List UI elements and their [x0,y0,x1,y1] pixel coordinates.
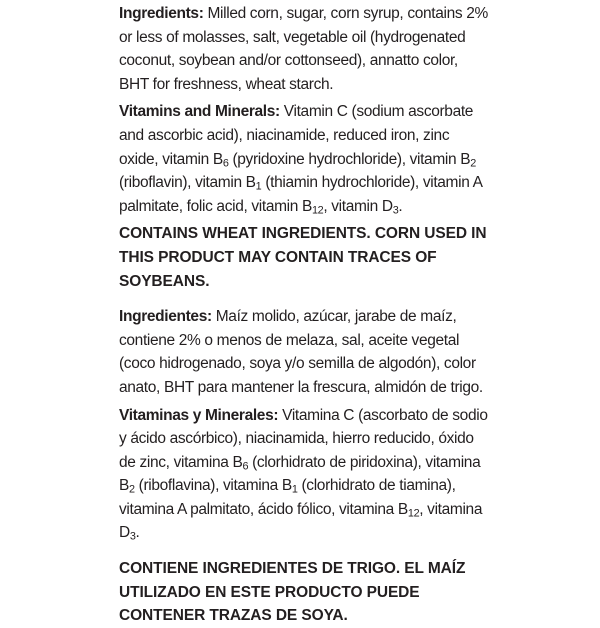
vitamins-text-es: (riboflavina), vitamina B [134,477,292,495]
vitamins-heading-en: Vitamins and Minerals: [119,103,280,121]
ingredients-heading-es: Ingredientes: [119,308,212,326]
subscript-b12-en: 12 [311,204,324,217]
ingredients-text-es: Maíz molido, azúcar, jarabe de maíz, contiene 2% o menos de melaza, sal, aceite vegetal (coco hidrogenado, soya y/o semilla de algodón), color anato, BHT para mantener la frescura, almidón de trigo. [119,308,483,396]
vitamins-text-en: (pyridoxine hydrochloride), vitamin B [228,150,471,168]
subscript-b6-es: 6 [242,460,249,473]
allergen-warning-en: CONTAINS WHEAT INGREDIENTS. CORN USED IN THIS PRODUCT MAY CONTAIN TRACES OF SOYBEANS. [119,225,487,290]
vitamins-text-es: (clorhidrato de piridoxina), vitamina B [119,453,481,495]
subscript-b1-es: 1 [291,483,298,496]
vitamins-paragraph-en [119,100,491,218]
vitamins-text-en: (thiamin hydrochloride), vitamin A palmitate, folic acid, vitamin B [119,174,482,215]
vitamins-text-en: Vitamin C (sodium ascorbate and ascorbic acid), niacinamide, reduced iron, zinc oxide, vitamin B [119,103,474,168]
ingredients-heading-en: Ingredients: [119,5,204,22]
ingredients-paragraph-en [119,2,491,96]
ingredients-text-en: Milled corn, sugar, corn syrup, contains 2% or less of molasses, salt, vegetable oil (hydrogenated coconut, soybean and/or cottonseed), annatto color, BHT for freshness, wheat starch. [119,5,488,93]
subscript-b1-en: 1 [255,180,262,193]
vitamins-text-en: (riboflavin), vitamin B [119,174,256,192]
subscript-b12-es: 12 [407,507,420,520]
vitamins-text-es: , vitamina D [119,500,483,542]
vitamins-paragraph-es [119,404,491,546]
subscript-d3-en: 3 [392,204,399,217]
subscript-b2-es: 2 [129,483,135,496]
allergen-warning-es: CONTIENE INGREDIENTES DE TRIGO. EL MAÍZ UTILIZADO EN ESTE PRODUCTO PUEDE CONTENER TRAZAS DE SOYA. [119,560,466,625]
vitamins-text-en: . [398,197,403,215]
subscript-d3-es: 3 [129,531,136,544]
subscript-b2-en: 2 [470,157,476,170]
ingredients-label [119,2,491,628]
vitamins-text-es: Vitamina C (ascorbato de sodio y ácido ascórbico), niacinamida, hierro reducido, óxido de zinc, vitamina B [119,406,488,471]
subscript-b6-en: 6 [222,157,229,170]
vitamins-heading-es: Vitaminas y Minerales: [119,406,279,424]
vitamins-text-en: , vitamin D [323,197,393,215]
ingredients-paragraph-es [119,305,491,399]
vitamins-text-es: . [135,524,140,542]
vitamins-text-es: (clorhidrato de tiamina), vitamina A palmitato, ácido fólico, vitamina B [119,477,456,518]
